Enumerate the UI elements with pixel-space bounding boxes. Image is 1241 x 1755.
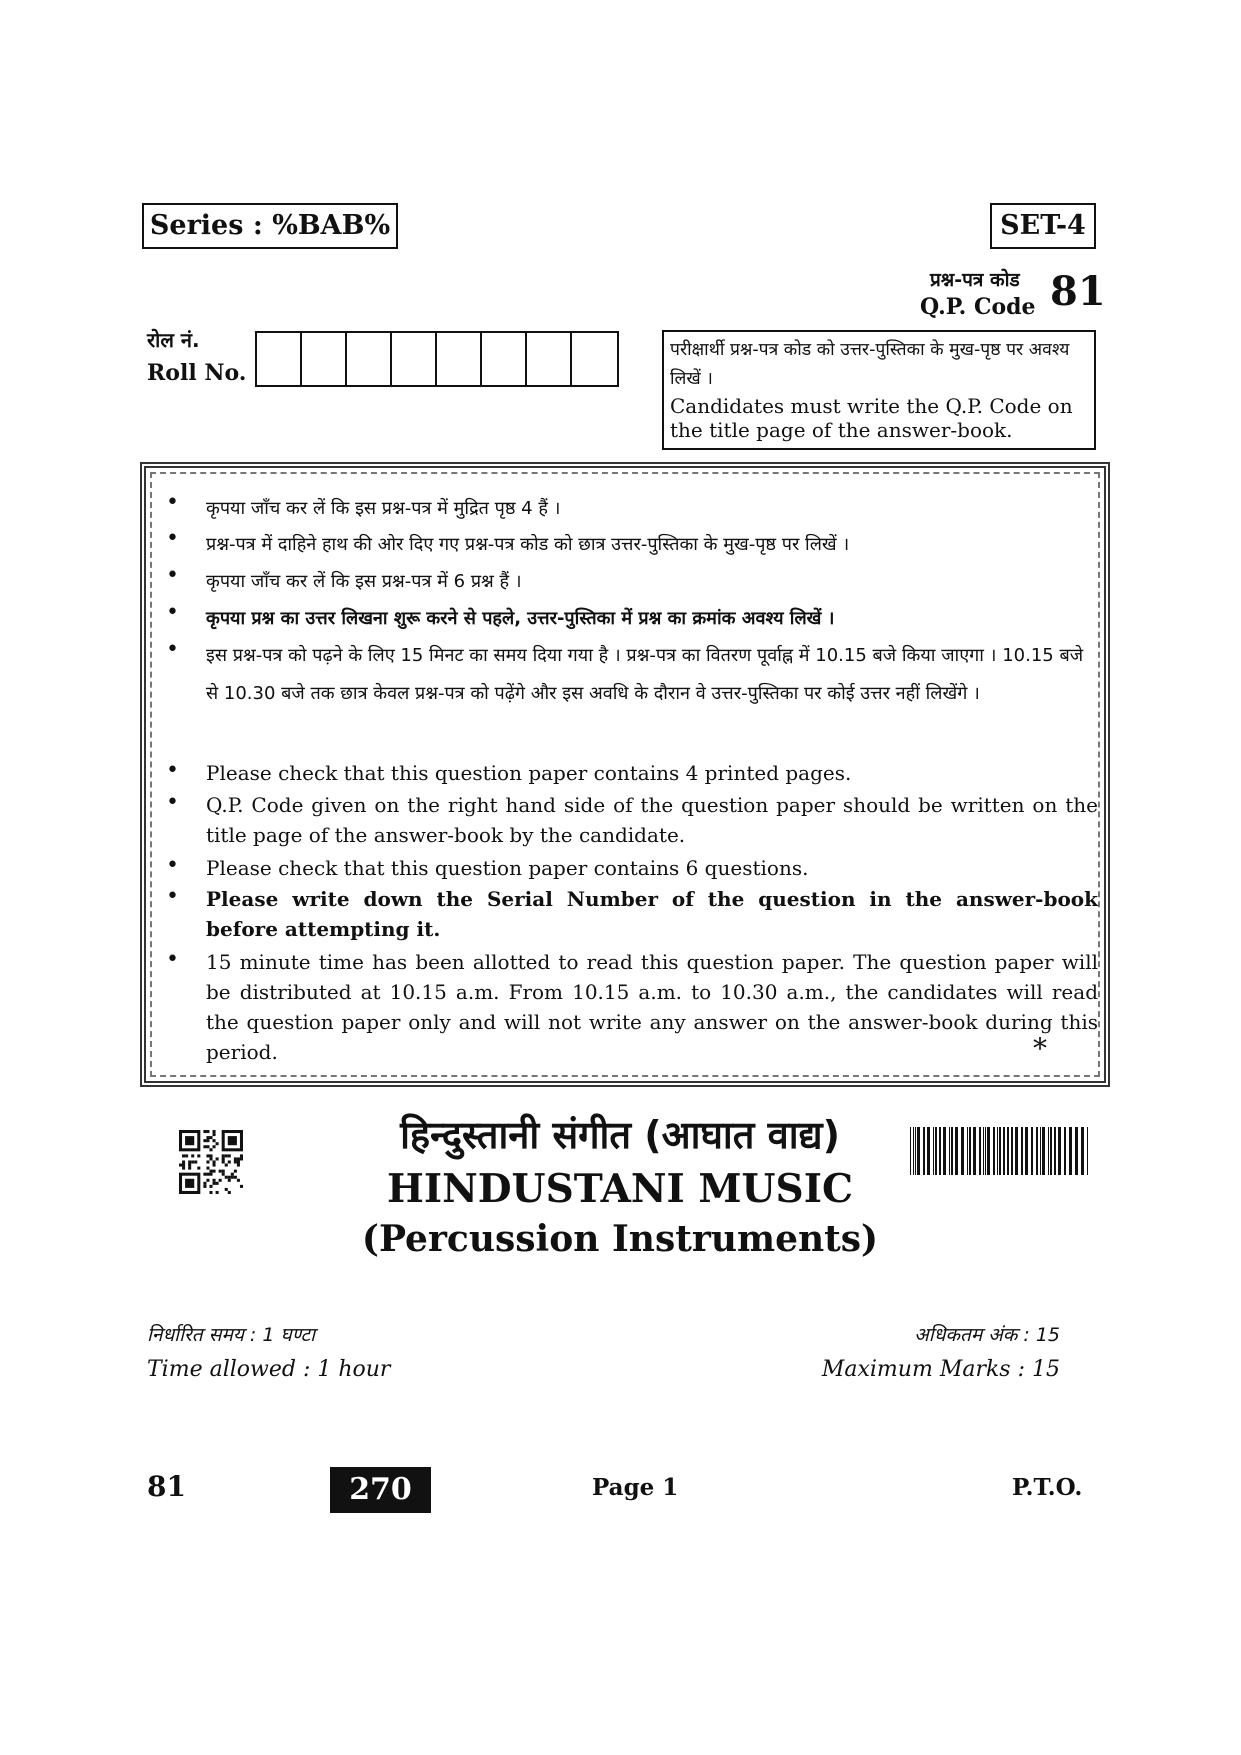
roll-digit-box[interactable] [482,333,527,385]
candidate-note-english: Candidates must write the Q.P. Code on the title page of the answer-book. [670,394,1073,442]
roll-digit-box[interactable] [572,333,617,385]
bullet-icon: • [166,526,179,551]
qr-module [182,1167,185,1170]
barcode-bar [987,1127,990,1175]
qr-module [213,1139,216,1142]
qr-module [228,1160,231,1163]
barcode-bar [933,1127,934,1175]
qr-module [228,1154,231,1157]
qr-module [213,1179,216,1182]
qr-module [219,1179,222,1182]
qr-module [188,1164,191,1167]
instructions-box [140,462,1110,1087]
bullet-icon: • [166,637,179,662]
qr-module [206,1167,209,1170]
qr-module [240,1154,243,1157]
qr-module [179,1164,182,1167]
barcode-bar [1087,1127,1088,1175]
set-label: SET-4 [990,203,1096,249]
barcode-bar [1081,1127,1084,1175]
barcode-bar [985,1127,986,1175]
barcode-bar [923,1127,925,1175]
barcode-bar [927,1127,930,1175]
instruction-item: इस प्रश्न-पत्र को पढ़ने के लिए 15 मिनट का समय दिया गया है । प्रश्न-पत्र का वितरण पूर्वाह्न में 10.15 बजे किया जाएगा । 10.15 बजे से 10.30 बजे तक छात्र केवल प्रश्न-पत्र को पढ़ेंगे और इस अवधि के दौरान वे उत्तर-पुस्तिका पर कोई उत्तर नहीं लिखेंगे । [206,645,1084,704]
qr-module [213,1130,216,1133]
instruction-item: Please write down the Serial Number of the question in the answer-book before attempting it. [206,887,1098,941]
qr-module [209,1170,212,1173]
qr-module [240,1157,243,1160]
qr-module [191,1154,194,1157]
title-english: HINDUSTANI MUSIC [387,1166,853,1212]
instruction-item: कृपया प्रश्न का उत्तर लिखना शुरू करने से पहले, उत्तर-पुस्तिका में प्रश्न का क्रमांक अवश्य लिखें । [206,608,835,629]
qr-module [203,1185,206,1188]
qr-module [206,1179,209,1182]
barcode-bar [979,1127,981,1175]
qr-module [203,1182,206,1185]
title-subtitle: (Percussion Instruments) [361,1218,879,1260]
qr-module [228,1176,231,1179]
qr-module [197,1167,200,1170]
barcode-bar [915,1127,916,1175]
roll-number-boxes[interactable] [255,331,619,387]
barcode-bar [1003,1127,1005,1175]
barcode-bar [1042,1127,1045,1175]
qr-module [213,1160,216,1163]
barcode-bar [1058,1127,1061,1175]
barcode-bar [1040,1127,1041,1175]
barcode-bar [939,1127,941,1175]
barcode-bar [1007,1127,1009,1175]
bullet-icon: • [166,790,179,815]
page-number: Page 1 [592,1474,679,1501]
roll-label: Roll No. [147,360,247,386]
qr-module [197,1154,200,1157]
barcode-bar [1075,1127,1078,1175]
qr-module [237,1157,240,1160]
qr-module [206,1154,209,1157]
barcode-bar [997,1127,998,1175]
barcode-bar [935,1127,937,1175]
qr-module [206,1160,209,1163]
qr-module [228,1191,231,1194]
footer-code: 81 [147,1470,186,1503]
barcode-bar [999,1127,1001,1175]
qr-module [188,1160,191,1163]
qr-module [182,1160,185,1163]
instruction-item: Please check that this question paper contains 4 printed pages. [206,761,852,785]
qr-module [222,1154,225,1157]
barcode-bar [913,1127,914,1175]
candidate-note-box [662,330,1096,450]
qr-module [194,1160,197,1163]
qr-module [237,1179,240,1182]
qr-module [225,1188,228,1191]
barcode-bar [949,1127,950,1175]
qp-code-label: Q.P. Code [920,294,1036,320]
qr-module [213,1133,216,1136]
candidate-note-hindi: परीक्षार्थी प्रश्न-पत्र कोड को उत्तर-पुस्तिका के मुख-पृष्ठ पर अवश्य लिखें । [670,340,1070,389]
roll-digit-box[interactable] [302,333,347,385]
qr-module [209,1173,212,1176]
maximum-marks-hindi: अधिकतम अंक : 15 [914,1324,1060,1346]
time-allowed: Time allowed : 1 hour [147,1357,391,1382]
barcode-bar [983,1127,984,1175]
barcode-bar [1036,1127,1038,1175]
qr-module [234,1157,237,1160]
qr-module [225,1154,228,1157]
qr-module [206,1139,209,1142]
qr-module [209,1157,212,1160]
barcode-bar [1054,1127,1056,1175]
instruction-item: प्रश्न-पत्र में दाहिने हाथ की ओर दिए गए प्रश्न-पत्र कोड को छात्र उत्तर-पुस्तिका के मुख-पृष्ठ पर लिखें । [206,534,850,555]
bullet-icon: • [166,758,179,783]
barcode-bar [951,1127,953,1175]
qr-module [225,1176,228,1179]
bullet-icon: • [166,600,179,625]
qr-module [206,1145,209,1148]
barcode-bar [1021,1127,1023,1175]
qr-module [206,1136,209,1139]
instruction-item: Please check that this question paper contains 6 questions. [206,856,809,880]
qr-code [179,1130,243,1194]
qr-module [216,1157,219,1160]
bullet-icon: • [166,490,179,515]
pto-label: P.T.O. [1012,1474,1083,1501]
barcode-bar [943,1127,946,1175]
qr-module [222,1160,225,1163]
qr-module [234,1176,237,1179]
bullet-icon: • [166,947,179,972]
qr-module [231,1173,234,1176]
qr-module [222,1173,225,1176]
qr-module [203,1130,206,1133]
barcode-bar [961,1127,964,1175]
qr-module [182,1154,185,1157]
qr-module [237,1160,240,1163]
barcode-bar [1015,1127,1018,1175]
roll-label-hindi: रोल नं. [147,328,200,352]
bullet-icon: • [166,853,179,878]
qr-module [225,1164,228,1167]
footer-number: 270 [330,1467,431,1513]
qp-code-label-hindi: प्रश्न-पत्र कोड [930,269,1020,291]
instruction-item: Q.P. Code given on the right hand side of the question paper should be written on the title page of the answer-book by the candidate. [206,793,1098,847]
qr-module [222,1170,225,1173]
qr-module [213,1145,216,1148]
maximum-marks: Maximum Marks : 15 [821,1357,1060,1382]
barcode-bar [910,1127,911,1175]
qr-module [237,1164,240,1167]
qr-module [185,1154,188,1157]
qr-module [231,1176,234,1179]
instruction-item: कृपया जाँच कर लें कि इस प्रश्न-पत्र में 6 प्रश्न हैं । [206,571,522,592]
roll-digit-box[interactable] [392,333,437,385]
roll-digit-box[interactable] [437,333,482,385]
qr-module [240,1185,243,1188]
qr-module [216,1142,219,1145]
instruction-item: कृपया जाँच कर लें कि इस प्रश्न-पत्र में मुद्रित पृष्ठ 4 हैं । [206,498,561,519]
qr-module [203,1173,206,1176]
qr-module [209,1191,212,1194]
barcode-bar [1069,1127,1072,1175]
star-mark: * [1033,1032,1047,1065]
qr-module [209,1185,212,1188]
qr-module [213,1170,216,1173]
qr-module [228,1179,231,1182]
qr-module [209,1148,212,1151]
qr-module [213,1164,216,1167]
qr-module [216,1182,219,1185]
barcode-bar [955,1127,958,1175]
bullet-icon: • [166,563,179,588]
barcode-bar [969,1127,971,1175]
time-allowed-hindi: निर्धारित समय : 1 घण्टा [147,1324,316,1346]
qr-module [191,1160,194,1163]
barcode-bar [967,1127,968,1175]
qr-module [234,1170,237,1173]
qp-code-value: 81 [1050,268,1106,315]
qr-module [216,1191,219,1194]
qr-module [222,1157,225,1160]
barcode-bar [1031,1127,1033,1175]
title-hindi: हिन्दुस्तानी संगीत (आघात वाद्य) [400,1113,840,1157]
qr-module [203,1145,206,1148]
barcode-bar [1011,1127,1013,1175]
barcode-bar [1064,1127,1066,1175]
bullet-icon: • [166,884,179,909]
roll-digit-box[interactable] [257,333,302,385]
barcode-bar [1025,1127,1028,1175]
barcode-bar [1050,1127,1052,1175]
qr-module [206,1173,209,1176]
instruction-item: 15 minute time has been allotted to read this question paper. The question paper will be distributed at 10.15 a.m. From 10.15 a.m. to 10.30 a.m., the candidates will read the question paper only and will not write any answer on the answer-book during this period. [206,950,1098,1064]
barcode-bar [1048,1127,1049,1175]
barcode-bar [993,1127,995,1175]
qr-module [209,1154,212,1157]
qr-module [219,1170,222,1173]
barcode [910,1127,1090,1175]
qr-module [188,1167,191,1170]
series-label: Series : %BAB% [142,203,398,249]
qr-module [206,1130,209,1133]
barcode-bar [917,1127,920,1175]
barcode-bar [973,1127,976,1175]
qr-module [182,1164,185,1167]
qr-module [203,1139,206,1142]
roll-digit-box[interactable] [347,333,392,385]
qr-module [234,1160,237,1163]
qr-module [213,1182,216,1185]
qr-module [209,1136,212,1139]
roll-digit-box[interactable] [527,333,572,385]
